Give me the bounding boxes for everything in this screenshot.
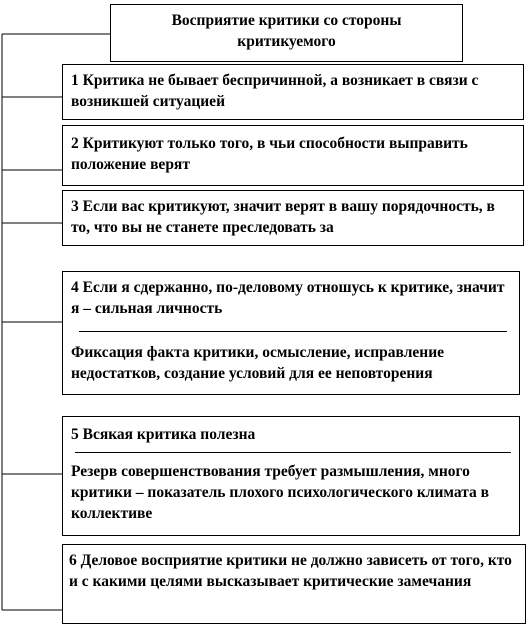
item-2-box <box>62 125 524 186</box>
item-1-text: 1 Критика не бывает беспричинной, а возникает в связи с возникшей ситуацией <box>71 72 479 110</box>
item-3-box <box>62 190 524 246</box>
title-text: Восприятие критики со стороны критикуемого <box>171 12 402 50</box>
item-3-text: 3 Если вас критикуют, значит верят в вашу порядочность, в то, что вы не станете преследовать за <box>71 198 495 236</box>
item-5-text: 5 Всякая критика полезна <box>71 426 256 443</box>
item-4-box <box>62 271 520 395</box>
item-5-divider <box>75 452 511 453</box>
item-4-divider <box>79 331 507 332</box>
diagram-title <box>110 4 463 62</box>
item-2-text: 2 Критикуют только того, в чьи способности выправить положение верят <box>71 135 468 173</box>
item-6-box <box>62 544 526 624</box>
item-4-subtext: Фиксация факта критики, осмысление, исправление недостатков, создание условий для ее неповторения <box>71 344 445 382</box>
item-5-subtext: Резерв совершенствования требует размышления, много критики – показатель плохого психологического климата в коллективе <box>71 463 489 522</box>
item-1-box <box>62 64 524 120</box>
item-5-box <box>62 416 520 536</box>
item-6-text: 6 Деловое восприятие критики не должно зависеть от того, кто и с какими целями высказывает критические замечания <box>69 552 512 590</box>
item-4-text: 4 Если я сдержанно, по-деловому отношусь к критике, значит я – сильная личность <box>71 279 505 317</box>
